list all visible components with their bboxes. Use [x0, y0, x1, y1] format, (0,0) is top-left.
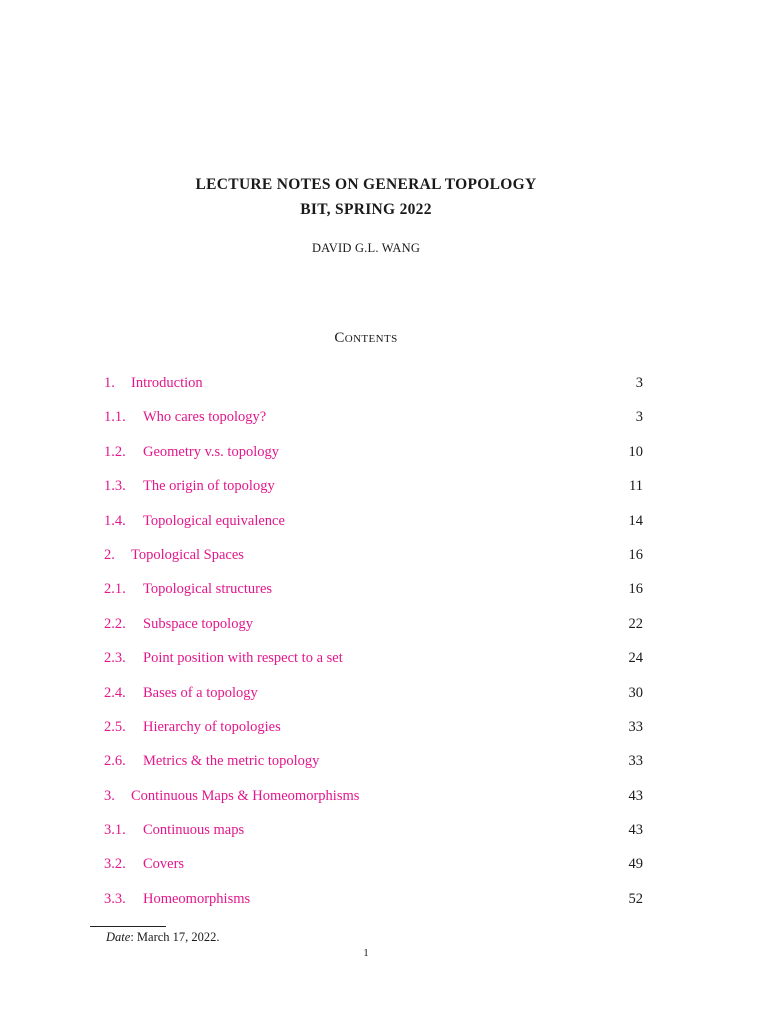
toc-entry-page: 14: [628, 512, 643, 529]
toc-entry-number[interactable]: 2.2.: [104, 615, 126, 632]
toc-entry-page: 49: [628, 856, 643, 873]
toc-entry-page: 33: [628, 718, 643, 735]
toc-entry-page: 3: [635, 409, 643, 426]
toc-entry-page: 33: [628, 753, 643, 770]
toc-entry[interactable]: [104, 648, 644, 682]
document-title-line-2: BIT, SPRING 2022: [300, 201, 432, 218]
document-title-line-1: LECTURE NOTES ON GENERAL TOPOLOGY: [195, 176, 537, 193]
toc-entry-number[interactable]: 2.1.: [104, 581, 126, 598]
footnote-rule: [90, 926, 166, 927]
toc-entry-page: 16: [628, 546, 643, 563]
toc-entry[interactable]: [104, 889, 644, 923]
toc-entry-number[interactable]: 2.4.: [104, 684, 126, 701]
toc-entry-number[interactable]: 3.2.: [104, 856, 126, 873]
toc-entry-number[interactable]: 1.3.: [104, 478, 126, 495]
table-of-contents: [104, 373, 644, 923]
contents-heading: Contents: [334, 330, 398, 346]
toc-entry-number[interactable]: 2.6.: [104, 753, 126, 770]
toc-entry-link[interactable]: Bases of a topology: [143, 684, 258, 701]
toc-entry-link[interactable]: Metrics & the metric topology: [143, 753, 320, 770]
toc-entry-number[interactable]: 1.4.: [104, 512, 126, 529]
toc-entry-page: 3: [635, 375, 643, 391]
toc-entry-link[interactable]: Subspace topology: [143, 615, 253, 632]
toc-entry-page: 52: [628, 890, 643, 907]
toc-entry[interactable]: [104, 820, 644, 854]
toc-entry[interactable]: [104, 407, 644, 441]
toc-entry[interactable]: [104, 579, 644, 613]
toc-entry-page: 24: [628, 650, 643, 667]
toc-entry-page: 22: [628, 615, 643, 632]
toc-entry-link[interactable]: Topological equivalence: [143, 512, 285, 529]
toc-entry-number[interactable]: 1.1.: [104, 409, 126, 426]
toc-entry[interactable]: [104, 476, 644, 510]
toc-entry-number[interactable]: 1.: [104, 375, 115, 391]
toc-entry-link[interactable]: Topological structures: [143, 581, 273, 598]
toc-entry-link[interactable]: The origin of topology: [143, 478, 275, 495]
toc-entry-link[interactable]: Point position with respect to a set: [143, 650, 343, 667]
toc-entry-page: 16: [628, 581, 643, 598]
toc-entry-page: 43: [628, 822, 643, 839]
toc-entry-number[interactable]: 3.: [104, 787, 115, 804]
toc-entry-link[interactable]: Topological Spaces: [131, 546, 244, 563]
toc-entry-number[interactable]: 2.: [104, 546, 115, 563]
footnote: [106, 930, 220, 945]
page-number: 1: [363, 947, 369, 959]
toc-entry-page: 30: [628, 684, 643, 701]
toc-entry[interactable]: [104, 545, 644, 579]
toc-entry-number[interactable]: 3.1.: [104, 822, 126, 839]
toc-entry-page: 11: [629, 478, 643, 495]
toc-entry[interactable]: [104, 683, 644, 717]
toc-entry[interactable]: [104, 854, 644, 888]
toc-entry-page: 43: [628, 787, 643, 804]
toc-entry[interactable]: [104, 786, 644, 820]
toc-entry[interactable]: [104, 373, 644, 407]
toc-entry-number[interactable]: 2.3.: [104, 650, 126, 667]
toc-entry-link[interactable]: Covers: [143, 856, 185, 873]
footnote-text: : March 17, 2022.: [130, 930, 220, 944]
toc-entry-link[interactable]: Who cares topology?: [143, 409, 267, 426]
toc-entry-number[interactable]: 3.3.: [104, 890, 126, 907]
toc-entry-page: 10: [628, 443, 643, 460]
toc-entry[interactable]: [104, 751, 644, 785]
toc-entry[interactable]: [104, 442, 644, 476]
toc-entry-link[interactable]: Hierarchy of topologies: [143, 718, 281, 735]
toc-entry-link[interactable]: Continuous maps: [143, 822, 245, 839]
toc-entry[interactable]: [104, 717, 644, 751]
toc-entry-number[interactable]: 1.2.: [104, 443, 126, 460]
toc-entry[interactable]: [104, 614, 644, 648]
toc-entry-link[interactable]: Homeomorphisms: [143, 890, 251, 907]
footnote-label: Date: [106, 930, 131, 944]
toc-entry-link[interactable]: Geometry v.s. topology: [143, 443, 279, 460]
toc-entry-link[interactable]: Introduction: [131, 375, 203, 391]
author-name: DAVID G.L. WANG: [311, 241, 421, 255]
toc-entry[interactable]: [104, 511, 644, 545]
toc-entry-number[interactable]: 2.5.: [104, 718, 126, 735]
toc-entry-link[interactable]: Continuous Maps & Homeomorphisms: [131, 787, 360, 804]
